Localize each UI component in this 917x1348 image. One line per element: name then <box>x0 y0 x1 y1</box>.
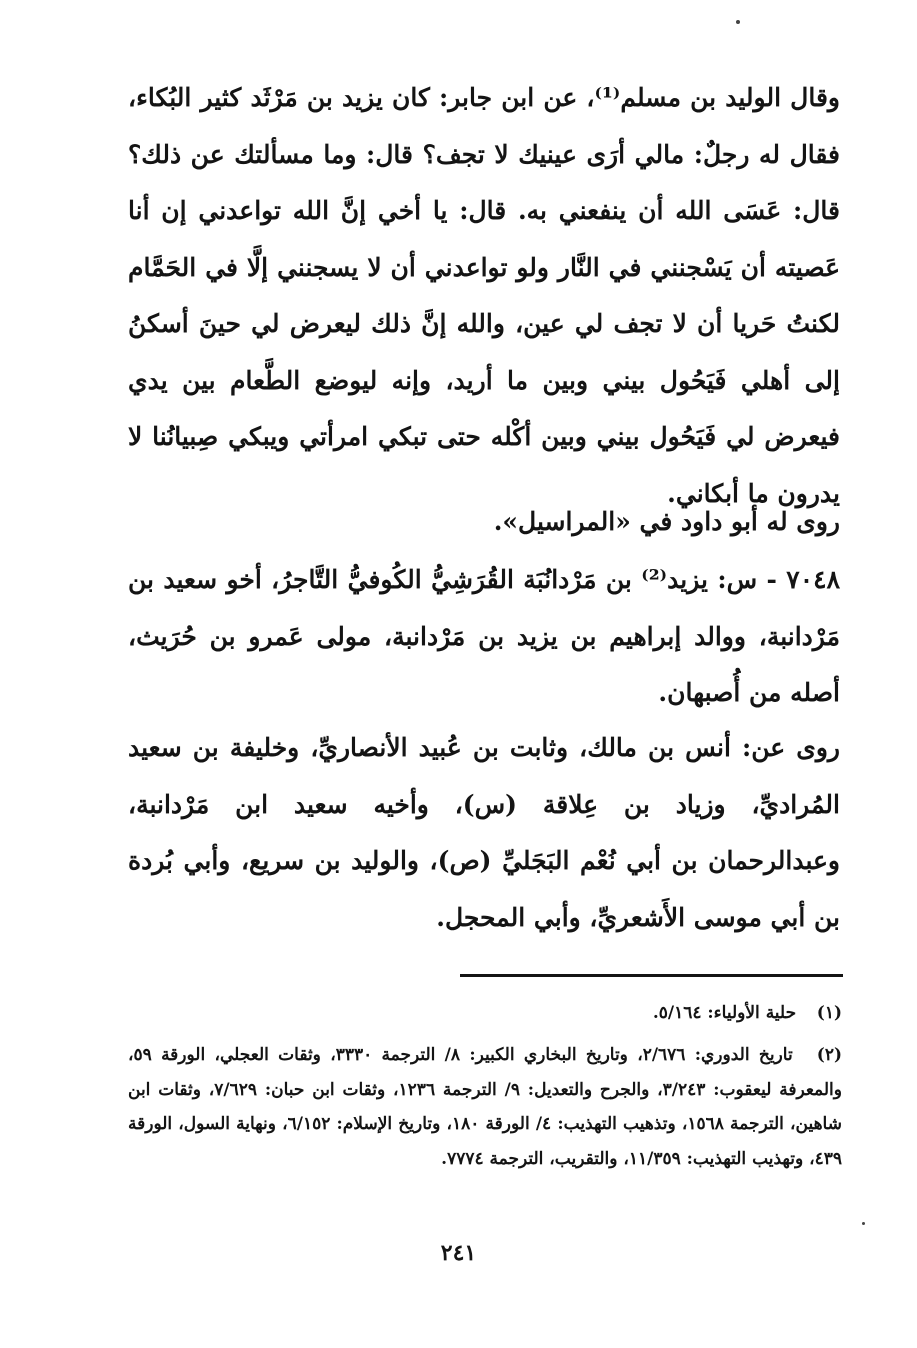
footnote-text: تاريخ الدوري: ٢/٦٧٦، وتاريخ البخاري الكبير: ٨/ الترجمة ٣٣٣٠، وثقات العجلي، الورقة ٥٩، والمعرفة ليعقوب: ٣/٢٤٣، والجرح والتعديل: ٩/ الترجمة ١٢٣٦، وثقات ابن حبان: ٧/٦٢٩، وثقات ابن شاهين، الترجمة ١٥٦٨، وتذهيب التهذيب: ٤/ الورقة ١٨٠، وتاريخ الإسلام: ٦/١٥٢، ونهاية السول، الورقة ٤٣٩، وتهذيب التهذيب: ١١/٣٥٩، والتقريب، الترجمة ٧٧٧٤. <box>128 1045 842 1169</box>
footnote <box>128 996 842 1031</box>
narrated-from-text: أنس بن مالك، وثابت بن عُبيد الأنصاريِّ، وخليفة بن سعيد المُراديِّ، وزياد بن عِلاقة (س)، وأخيه سعيد ابن مَرْدانبة، وعبدالرحمان بن أبي نُعْم البَجَليِّ (ص)، والوليد بن سريع، وأبي بُردة بن أبي موسى الأَشعريِّ، وأبي المحجل. <box>128 733 840 932</box>
scan-speck <box>862 1222 865 1225</box>
narrated-from-paragraph <box>128 720 840 946</box>
footnote-divider <box>460 974 843 977</box>
footnote-text: حلية الأولياء: ٥/١٦٤. <box>652 1003 797 1023</box>
narrated-from-label: روى عن: <box>742 733 840 762</box>
footnote-marker: (٢) <box>816 1045 842 1065</box>
biography-entry <box>128 552 840 722</box>
body-paragraph: وقال الوليد بن مسلم⁽¹⁾، عن ابن جابر: كان يزيد بن مَرْثَد كثير البُكاء، فقال له رجلٌ: مالي أرَى عينيك لا تجف؟ قال: وما مسألتك عن ذلك؟ قال: عَسَى الله أن ينفعني به. قال: يا أخي إنَّ الله تواعدني إن أنا عَصيته أن يَسْجنني في النَّار ولو تواعدني أن لا يسجنني إلَّا في الحَمَّام لكنتُ حَريا أن لا تجف لي عين، والله إنَّ ذلك ليعرض لي حينَ أسكنُ إلى أهلي فَيَحُول بيني وبين ما أريد، وإنه ليوضع الطَّعام بين يدي فيعرض لي فَيَحُول بيني وبين أكْله حتى تبكي امرأتي ويبكي صِبيانُنا لا يدرون ما أبكاني. <box>128 83 840 508</box>
scan-speck <box>736 20 740 24</box>
entry-text: - س: يزيد⁽²⁾ بن مَرْدانُبَة القُرَشِيُّ الكُوفيُّ التَّاجرُ، أخو سعيد بن مَرْدانبة، ووالد إبراهيم بن يزيد بن مَرْدانبة، مولى عَمرو بن حُرَيث، أصله من أُصبهان. <box>128 565 840 707</box>
page-number: ٢٤١ <box>440 1240 477 1266</box>
riwaya-note: روى له أبو داود في «المراسيل». <box>493 507 840 536</box>
entry-number: ٧٠٤٨ <box>786 565 840 594</box>
footnote <box>128 1038 842 1176</box>
footnote-marker: (١) <box>816 1003 842 1023</box>
